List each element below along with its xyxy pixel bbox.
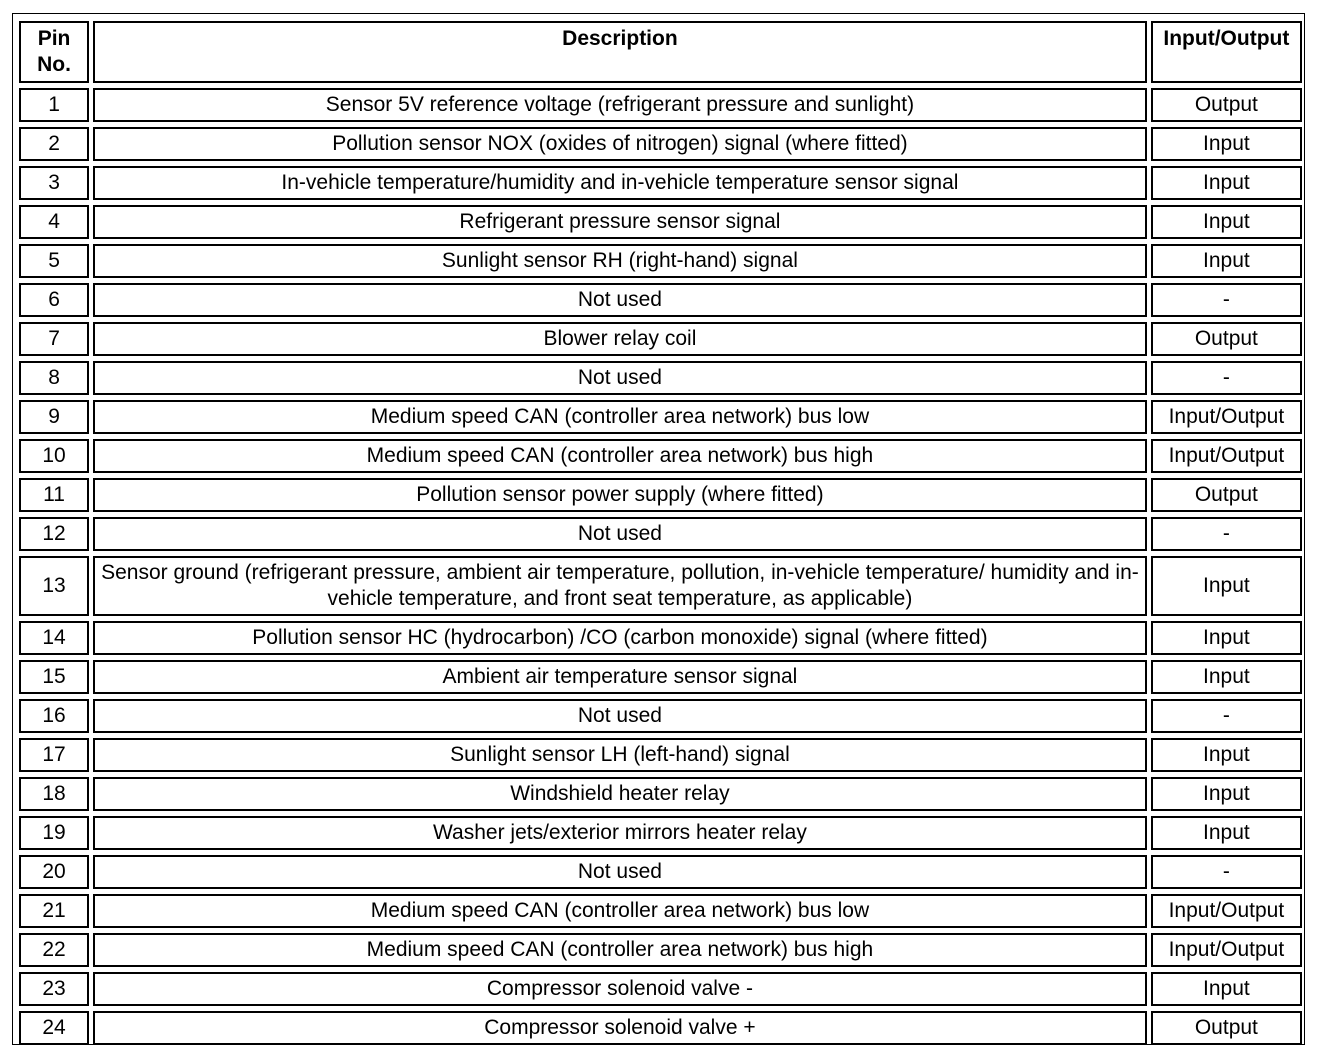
pin-cell: 3 (19, 166, 89, 200)
pin-cell: 14 (19, 621, 89, 655)
table-row (19, 933, 1302, 967)
pin-cell: 21 (19, 894, 89, 928)
description-cell: Not used (93, 283, 1147, 317)
pin-cell: 6 (19, 283, 89, 317)
table-row (19, 439, 1302, 473)
pin-table (15, 16, 1306, 1050)
table-row (19, 283, 1302, 317)
io-cell: Output (1151, 88, 1302, 122)
io-cell: Output (1151, 322, 1302, 356)
pin-cell: 4 (19, 205, 89, 239)
io-cell: Input/Output (1151, 894, 1302, 928)
table-row (19, 556, 1302, 616)
pin-cell: 9 (19, 400, 89, 434)
table-row (19, 777, 1302, 811)
io-cell: - (1151, 855, 1302, 889)
description-cell: Medium speed CAN (controller area network) bus low (93, 894, 1147, 928)
table-row (19, 244, 1302, 278)
io-cell: Input/Output (1151, 933, 1302, 967)
pin-cell: 19 (19, 816, 89, 850)
description-cell: Not used (93, 855, 1147, 889)
description-cell: Medium speed CAN (controller area network) bus high (93, 439, 1147, 473)
header-description: Description (93, 21, 1147, 83)
pin-cell: 18 (19, 777, 89, 811)
description-cell: Compressor solenoid valve + (93, 1011, 1147, 1045)
description-cell: In-vehicle temperature/humidity and in-vehicle temperature sensor signal (93, 166, 1147, 200)
header-row (19, 21, 1302, 83)
table-row (19, 855, 1302, 889)
description-cell: Compressor solenoid valve - (93, 972, 1147, 1006)
table-row (19, 127, 1302, 161)
pin-cell: 13 (19, 556, 89, 616)
description-cell: Not used (93, 361, 1147, 395)
description-cell: Medium speed CAN (controller area network) bus low (93, 400, 1147, 434)
io-cell: - (1151, 517, 1302, 551)
table-row (19, 894, 1302, 928)
table-row (19, 621, 1302, 655)
table-row (19, 205, 1302, 239)
description-cell: Pollution sensor HC (hydrocarbon) /CO (carbon monoxide) signal (where fitted) (93, 621, 1147, 655)
description-cell: Blower relay coil (93, 322, 1147, 356)
table-row (19, 699, 1302, 733)
pin-cell: 24 (19, 1011, 89, 1045)
table-row (19, 166, 1302, 200)
description-cell: Sunlight sensor RH (right-hand) signal (93, 244, 1147, 278)
pin-cell: 10 (19, 439, 89, 473)
pin-cell: 16 (19, 699, 89, 733)
description-cell: Pollution sensor NOX (oxides of nitrogen) signal (where fitted) (93, 127, 1147, 161)
pin-cell: 2 (19, 127, 89, 161)
description-cell: Ambient air temperature sensor signal (93, 660, 1147, 694)
io-cell: Input (1151, 166, 1302, 200)
pin-cell: 22 (19, 933, 89, 967)
pin-cell: 5 (19, 244, 89, 278)
io-cell: Input/Output (1151, 400, 1302, 434)
table-row (19, 517, 1302, 551)
description-cell: Pollution sensor power supply (where fitted) (93, 478, 1147, 512)
io-cell: Input (1151, 621, 1302, 655)
io-cell: Input (1151, 738, 1302, 772)
description-cell: Refrigerant pressure sensor signal (93, 205, 1147, 239)
io-cell: Output (1151, 478, 1302, 512)
pin-cell: 15 (19, 660, 89, 694)
io-cell: Output (1151, 1011, 1302, 1045)
io-cell: Input (1151, 777, 1302, 811)
table-row (19, 322, 1302, 356)
io-cell: Input (1151, 556, 1302, 616)
pin-cell: 12 (19, 517, 89, 551)
description-cell: Sunlight sensor LH (left-hand) signal (93, 738, 1147, 772)
description-cell: Not used (93, 699, 1147, 733)
table-row (19, 1011, 1302, 1045)
pin-cell: 20 (19, 855, 89, 889)
pin-cell: 11 (19, 478, 89, 512)
table-row (19, 660, 1302, 694)
io-cell: - (1151, 699, 1302, 733)
description-cell: Windshield heater relay (93, 777, 1147, 811)
io-cell: Input (1151, 972, 1302, 1006)
header-pin-no: Pin No. (19, 21, 89, 83)
io-cell: Input (1151, 816, 1302, 850)
pin-cell: 17 (19, 738, 89, 772)
io-cell: - (1151, 283, 1302, 317)
io-cell: - (1151, 361, 1302, 395)
table-row (19, 361, 1302, 395)
io-cell: Input (1151, 127, 1302, 161)
table-row (19, 400, 1302, 434)
io-cell: Input (1151, 205, 1302, 239)
pin-cell: 23 (19, 972, 89, 1006)
description-cell: Sensor ground (refrigerant pressure, ambient air temperature, pollution, in-vehicle temperature/ humidity and in-vehicle temperature, and front seat temperature, as applicable) (93, 556, 1147, 616)
io-cell: Input (1151, 244, 1302, 278)
description-cell: Sensor 5V reference voltage (refrigerant pressure and sunlight) (93, 88, 1147, 122)
table-row (19, 738, 1302, 772)
description-cell: Washer jets/exterior mirrors heater relay (93, 816, 1147, 850)
table-row (19, 816, 1302, 850)
io-cell: Input (1151, 660, 1302, 694)
pin-cell: 7 (19, 322, 89, 356)
pin-cell: 8 (19, 361, 89, 395)
header-input-output: Input/Output (1151, 21, 1302, 83)
table-row (19, 88, 1302, 122)
table-row (19, 972, 1302, 1006)
io-cell: Input/Output (1151, 439, 1302, 473)
description-cell: Not used (93, 517, 1147, 551)
table-row (19, 478, 1302, 512)
description-cell: Medium speed CAN (controller area network) bus high (93, 933, 1147, 967)
pin-cell: 1 (19, 88, 89, 122)
